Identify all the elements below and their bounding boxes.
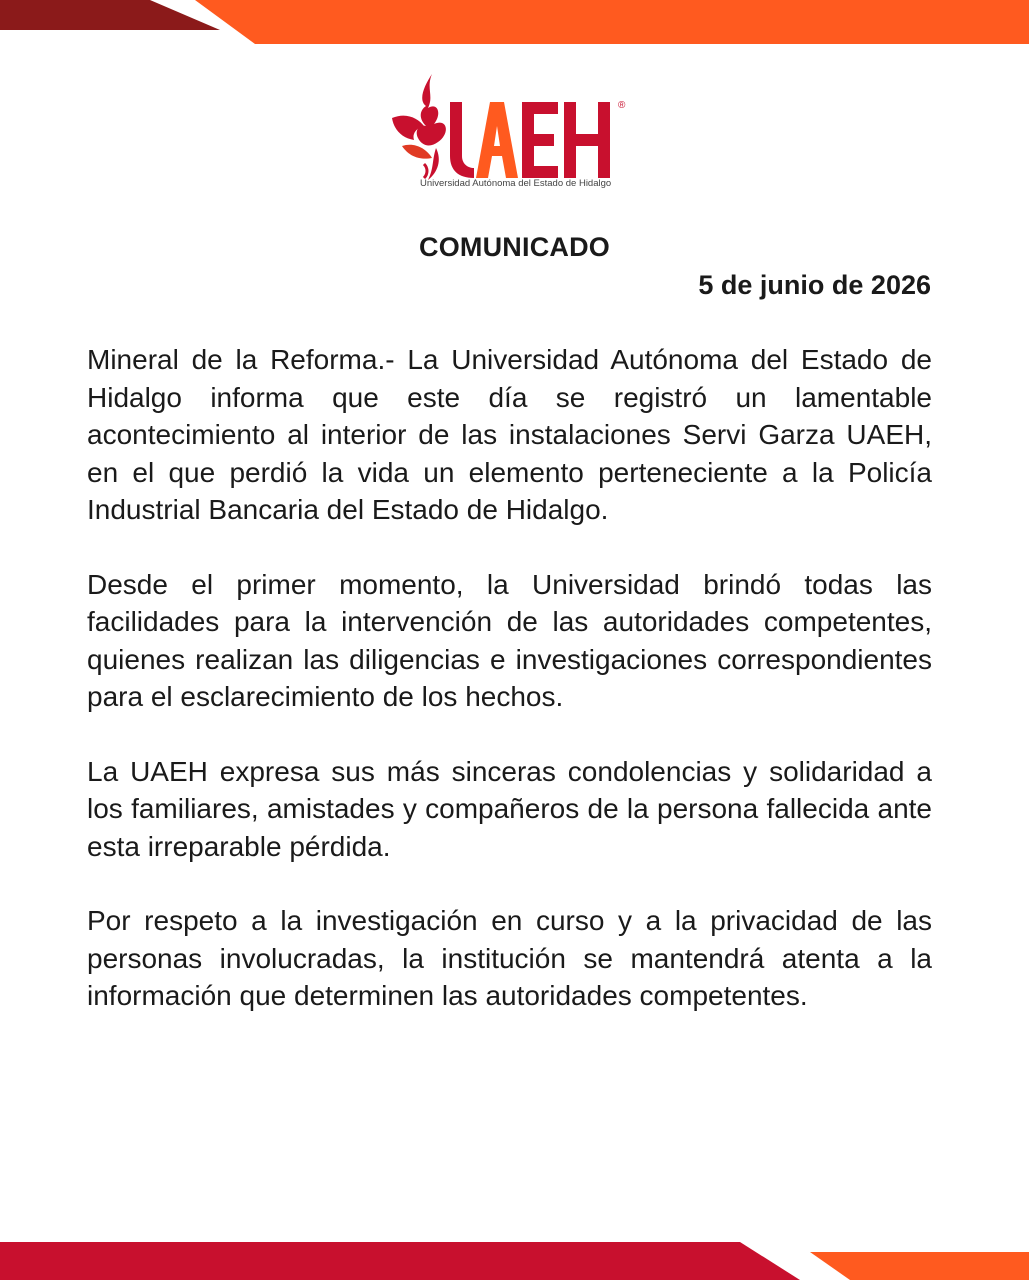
top-decorative-band — [0, 0, 1029, 48]
paragraph-3: La UAEH expresa sus más sinceras condolencias y solidaridad a los familiares, amistades y compañeros de la persona fallecida ante esta irreparable pérdida. — [87, 755, 932, 862]
paragraph-4: Por respeto a la investigación en curso y a la privacidad de las personas involucradas, la institución se mantendrá atenta a la información que determinen las autoridades competentes. — [87, 905, 932, 1011]
bottom-decorative-band — [0, 1230, 1029, 1280]
garza-bird-icon — [388, 68, 638, 196]
registered-mark: ® — [618, 100, 626, 111]
paragraph-1: Mineral de la Reforma.- La Universidad Autónoma del Estado de Hidalgo informa que este día se registró un lamentable acontecimiento al interior de las instalaciones Servi Garza UAEH, en el que perdió la vida un elemento perteneciente a la Policía Industrial Bancaria del Estado de Hidalgo. — [87, 344, 932, 525]
uaeh-logo — [388, 68, 638, 196]
document-body — [87, 341, 932, 1052]
document-date: 5 de junio de 2026 — [698, 270, 931, 300]
logo-subtitle: Universidad Autónoma del Estado de Hidalgo — [420, 178, 612, 189]
document-title: COMUNICADO — [419, 232, 610, 262]
paragraph-2: Desde el primer momento, la Universidad brindó todas las facilidades para la intervención de las autoridades competentes, quienes realizan las diligencias e investigaciones correspondientes para el esclarecimiento de los hechos. — [87, 568, 932, 712]
